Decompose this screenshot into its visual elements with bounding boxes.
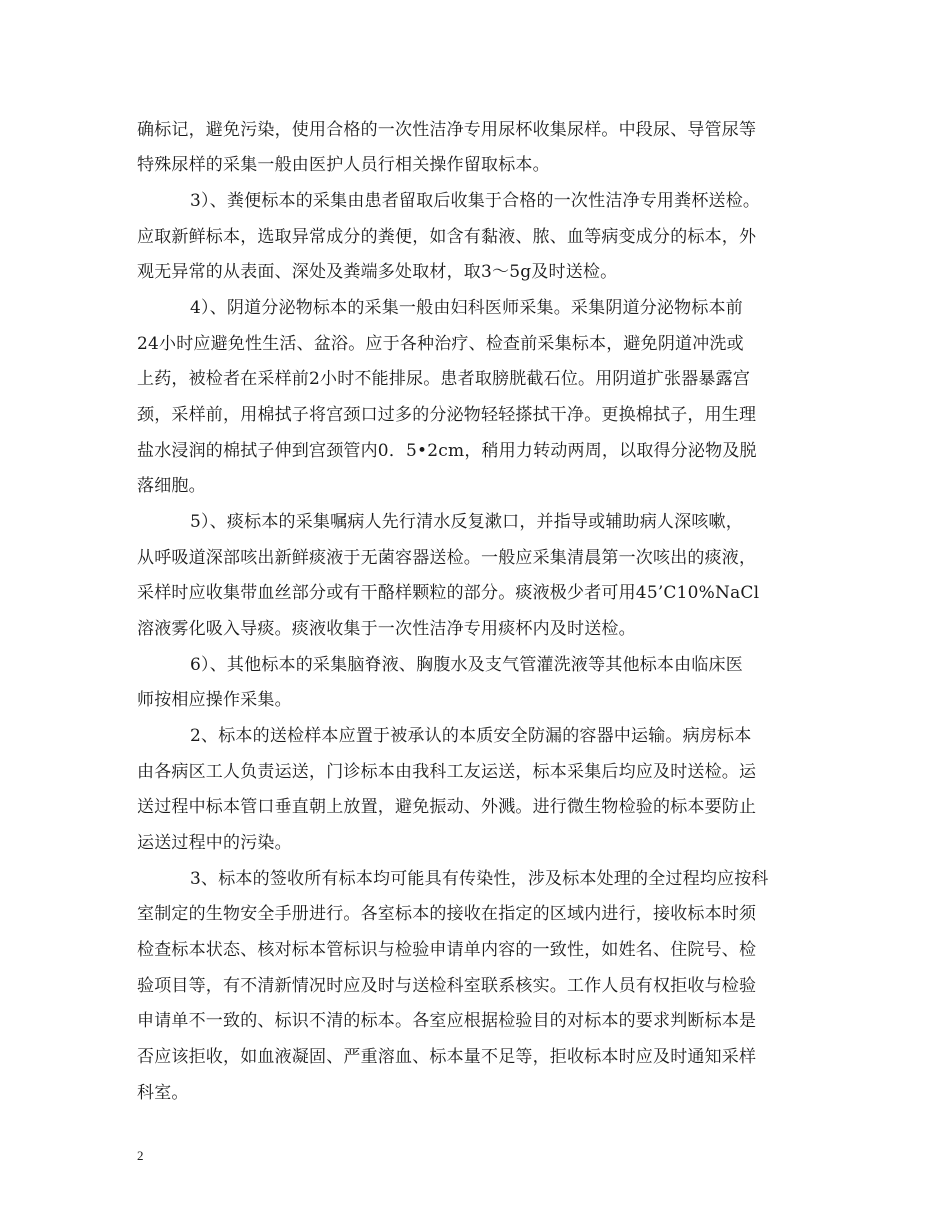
text-line: 6）、其他标本的采集脑脊液、胸腹水及支气管灌洗液等其他标本由临床医 (190, 655, 743, 675)
text-line: 上药，被检者在采样前2小时不能排尿。患者取膀胱截石位。用阴道扩张器暴露宫 (137, 369, 751, 389)
text-line: 溶液雾化吸入导痰。痰液收集于一次性洁净专用痰杯内及时送检。 (137, 619, 636, 639)
text-line: 颈，采样前，用棉拭子将宫颈口过多的分泌物轻轻搽拭干净。更换棉拭子，用生理 (137, 405, 757, 425)
page-number: 2 (137, 1148, 144, 1163)
text-line: 采样时应收集带血丝部分或有干酪样颗粒的部分。痰液极少者可用45’C10%NaCl (137, 583, 760, 603)
text-line: 落细胞。 (137, 476, 206, 496)
text-line: 5）、痰标本的采集嘱病人先行清水反复漱口，并指导或辅助病人深咳嗽， (190, 512, 743, 532)
text-line: 确标记，避免污染，使用合格的一次性洁净专用尿杯收集尿样。中段尿、导管尿等 (137, 120, 757, 140)
text-line: 4）、阴道分泌物标本的采集一般由妇科医师采集。采集阴道分泌物标本前 (190, 298, 743, 318)
text-line: 由各病区工人负责运送，门诊标本由我科工友运送，标本采集后均应及时送检。运 (137, 762, 757, 782)
text-line: 师按相应操作采集。 (137, 690, 292, 710)
text-line: 观无异常的从表面、深处及粪端多处取材，取3～5g及时送检。 (137, 262, 618, 282)
text-line: 检查标本状态、核对标本管标识与检验申请单内容的一致性，如姓名、住院号、检 (137, 940, 757, 960)
text-line: 3）、粪便标本的采集由患者留取后收集于合格的一次性洁净专用粪杯送检。 (190, 191, 761, 211)
text-line: 室制定的生物安全手册进行。各室标本的接收在指定的区域内进行，接收标本时须 (137, 904, 757, 924)
text-line: 盐水浸润的棉拭子伸到宫颈管内0．5•2cm，稍用力转动两周，以取得分泌物及脱 (137, 441, 757, 461)
text-line: 从呼吸道深部咳出新鲜痰液于无菌容器送检。一般应采集清晨第一次咳出的痰液， (137, 548, 757, 568)
text-line: 运送过程中的污染。 (137, 833, 292, 853)
text-line: 应取新鲜标本，选取异常成分的粪便，如含有黏液、脓、血等病变成分的标本，外 (137, 227, 757, 247)
text-line: 2、标本的送检样本应置于被承认的本质安全防漏的容器中运输。病房标本 (190, 726, 752, 746)
text-line: 验项目等，有不清新情况时应及时与送检科室联系核实。工作人员有权拒收与检验 (137, 976, 757, 996)
text-line: 送过程中标本管口垂直朝上放置，避免振动、外溅。进行微生物检验的标本要防止 (137, 797, 757, 817)
text-line: 特殊尿样的采集一般由医护人员行相关操作留取标本。 (137, 155, 550, 175)
text-line: 24小时应避免性生活、盆浴。应于各种治疗、检查前采集标本，避免阴道冲洗或 (137, 334, 744, 354)
text-line: 3、标本的签收所有标本均可能具有传染性，涉及标本处理的全过程均应按科 (190, 869, 769, 889)
text-line: 申请单不一致的、标识不清的标本。各室应根据检验目的对标本的要求判断标本是 (137, 1011, 757, 1031)
text-line: 否应该拒收，如血液凝固、严重溶血、标本量不足等，拒收标本时应及时通知采样 (137, 1047, 757, 1067)
text-line: 科室。 (137, 1083, 189, 1103)
